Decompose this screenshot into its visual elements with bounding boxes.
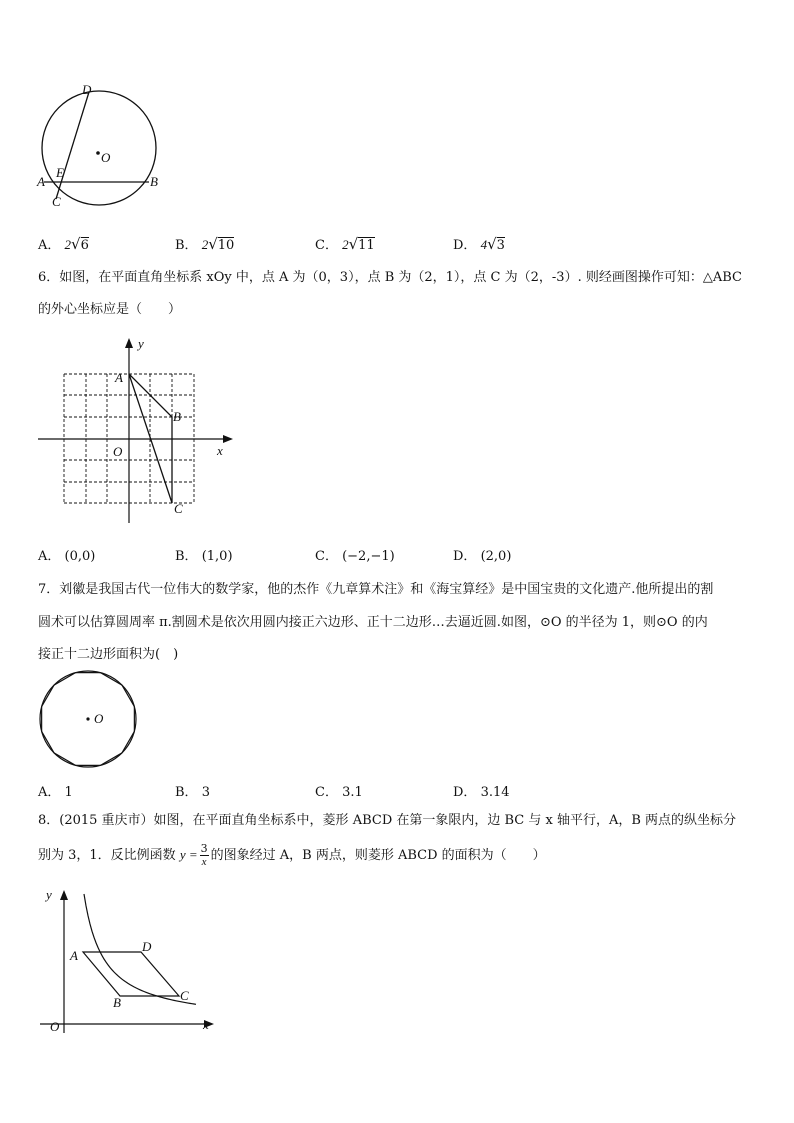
label-o: O <box>50 1019 60 1034</box>
center-dot <box>86 717 89 720</box>
label-o: O <box>101 150 111 165</box>
label-b: B <box>173 409 181 424</box>
label-e: E <box>56 165 64 180</box>
label-y: y <box>138 336 144 351</box>
q5-option-b: B． 2√10 <box>175 235 235 253</box>
center-dot <box>96 151 100 155</box>
q8-stem-line2: 别为 3，1．反比例函数 y = $\frac{3}{x}$ 的图象经过 A，B 两点，则菱形 ABCD 的面积为（ ） <box>38 842 546 868</box>
q6-option-c: C． (−2,−1) <box>315 549 395 564</box>
q7-option-b: B． 3 <box>175 785 210 800</box>
q5-option-d: D． 4√3 <box>453 235 505 253</box>
label-c: C <box>180 988 189 1003</box>
q7-option-d: D． 3.14 <box>453 785 510 800</box>
label-o: O <box>94 711 104 726</box>
q7-stem-line1: 7．刘徽是我国古代一位伟大的数学家，他的杰作《九章算术注》和《海宝算经》是中国宝贵的文化遗产.他所提出的割 <box>38 582 714 597</box>
y-axis-arrow-icon <box>125 338 133 348</box>
label-y: y <box>46 887 52 902</box>
label-a: A <box>115 370 123 385</box>
q7-stem-line2: 圆术可以估算圆周率 π.割圆术是依次用圆内接正六边形、正十二边形…去逼近圆.如图，⊙O 的半径为 1，则⊙O 的内 <box>38 615 708 630</box>
q5-option-a: A． 2√6 <box>38 235 89 253</box>
q8-rhombus-figure <box>38 885 223 1035</box>
q6-grid-figure <box>35 333 240 528</box>
q7-dodecagon-figure <box>36 668 142 772</box>
label-d: D <box>82 82 92 97</box>
q7-option-a: A． 1 <box>38 785 73 800</box>
q8-stem-line1: 8．(2015 重庆市）如图，在平面直角坐标系中，菱形 ABCD 在第一象限内，边 BC 与 x 轴平行，A，B 两点的纵坐标分 <box>38 813 737 828</box>
label-a: A <box>70 948 78 963</box>
y-axis-arrow-icon <box>60 890 68 900</box>
label-x: x <box>203 1017 209 1032</box>
q7-stem-line3: 接正十二边形面积为( ) <box>38 647 179 662</box>
label-b: B <box>113 995 121 1010</box>
q6-stem-line1: 6．如图，在平面直角坐标系 xOy 中，点 A 为（0，3），点 B 为（2，1），点 C 为（2，-3）. 则经画图操作可知：△ABC <box>38 270 742 285</box>
label-d: D <box>142 939 152 954</box>
q7-option-c: C． 3.1 <box>315 785 363 800</box>
rhombus-abcd <box>83 952 179 996</box>
label-c: C <box>174 501 183 516</box>
chord-dc <box>56 92 89 199</box>
label-b: B <box>150 174 158 189</box>
label-x: x <box>217 443 223 458</box>
label-c: C <box>52 194 61 209</box>
x-axis-arrow-icon <box>223 435 233 443</box>
label-a: A <box>37 174 45 189</box>
q6-option-a: A． (0,0) <box>38 549 96 564</box>
q5-circle-figure <box>30 78 170 218</box>
fraction-3-over-x: $\frac{3}{x}$ <box>200 842 208 868</box>
q5-option-c: C． 2√11 <box>315 235 375 253</box>
label-o: O <box>113 444 123 459</box>
q6-option-d: D． (2,0) <box>453 549 512 564</box>
q6-option-b: B． (1,0) <box>175 549 233 564</box>
q6-stem-line2: 的外心坐标应是（ ） <box>38 302 182 317</box>
